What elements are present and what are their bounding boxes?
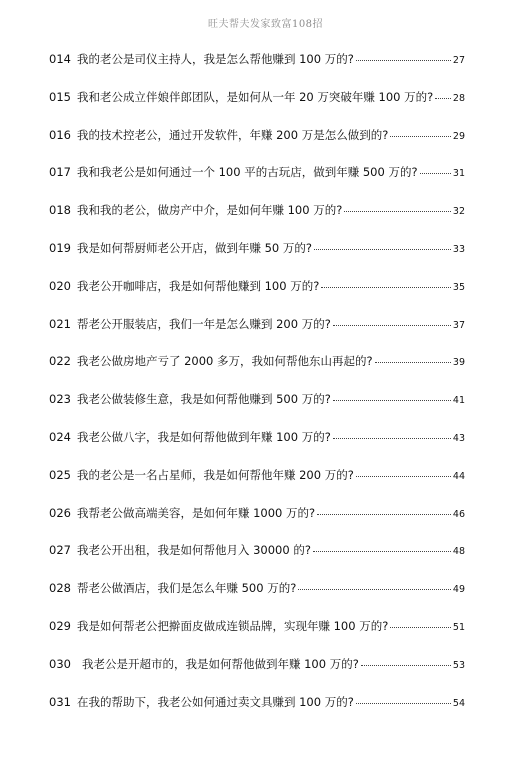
toc-entry[interactable] — [49, 467, 465, 505]
dot-leader — [435, 97, 451, 99]
toc-entry[interactable] — [49, 656, 465, 694]
entry-title: 我帮老公做高端美容，是如何年赚 1000 万的? — [76, 505, 316, 520]
entry-title: 帮老公做酒店，我们是怎么年赚 500 万的? — [76, 581, 297, 596]
entry-page-number: 37 — [452, 319, 465, 331]
entry-number: 018 — [49, 203, 71, 218]
entry-page-number: 54 — [452, 697, 465, 709]
entry-title: 我老公是开超市的，我是如何帮他做到年赚 100 万的? — [81, 656, 359, 671]
entry-title: 我老公开出租，我是如何帮他月入 30000 的? — [76, 543, 311, 558]
entry-page-number: 44 — [452, 470, 465, 482]
toc-entry[interactable] — [49, 618, 465, 656]
entry-page-number: 27 — [452, 55, 465, 66]
entry-page-number: 51 — [452, 621, 465, 633]
entry-page-number: 39 — [452, 357, 465, 369]
entry-title: 我和老公成立伴娘伴郎团队，是如何从一年 20 万突破年赚 100 万的? — [76, 89, 434, 104]
toc-entry[interactable] — [49, 89, 465, 127]
toc-entry[interactable] — [49, 240, 465, 278]
entry-page-number: 46 — [452, 508, 465, 520]
entry-page-number: 43 — [452, 432, 465, 444]
entry-page-number: 28 — [452, 92, 465, 104]
entry-number: 019 — [49, 240, 71, 255]
entry-number: 029 — [49, 618, 71, 633]
toc-entry[interactable] — [49, 391, 465, 429]
entry-title: 我是如何帮厨师老公开店，做到年赚 50 万的? — [76, 240, 312, 255]
toc-entry[interactable] — [49, 542, 465, 580]
entry-number: 026 — [49, 505, 71, 520]
entry-title: 我是如何帮老公把擀面皮做成连锁品牌，实现年赚 100 万的? — [76, 618, 389, 633]
entry-number: 027 — [49, 543, 71, 558]
entry-number: 030 — [49, 656, 71, 671]
entry-page-number: 48 — [452, 546, 465, 558]
entry-page-number: 29 — [452, 130, 465, 142]
toc-entry[interactable] — [49, 164, 465, 202]
entry-title: 我的技术控老公，通过开发软件，年赚 200 万是怎么做到的? — [76, 127, 389, 142]
entry-number: 023 — [49, 392, 71, 407]
entry-page-number: 32 — [452, 206, 465, 218]
toc-entry[interactable] — [49, 127, 465, 165]
entry-page-number: 33 — [452, 243, 465, 255]
dot-leader — [333, 399, 451, 401]
toc-entry[interactable] — [49, 505, 465, 543]
entry-title: 我老公开咖啡店，我是如何帮他赚到 100 万的? — [76, 278, 320, 293]
dot-leader — [361, 664, 451, 666]
dot-leader — [390, 135, 451, 137]
toc-entry[interactable] — [49, 316, 465, 354]
dot-leader — [356, 59, 451, 61]
entry-page-number: 49 — [452, 584, 465, 596]
dot-leader — [375, 361, 451, 363]
table-of-contents — [49, 51, 465, 731]
dot-leader — [390, 626, 451, 628]
toc-entry[interactable] — [49, 694, 465, 732]
toc-entry[interactable] — [49, 429, 465, 467]
entry-title: 在我的帮助下，我老公如何通过卖文具赚到 100 万的? — [76, 694, 354, 709]
entry-title: 我老公做八字，我是如何帮他做到年赚 100 万的? — [76, 429, 331, 444]
dot-leader — [420, 172, 451, 174]
entry-number: 025 — [49, 467, 71, 482]
dot-leader — [333, 324, 451, 326]
entry-title: 我和我的老公，做房产中介，是如何年赚 100 万的? — [76, 203, 343, 218]
page-header: 旺夫帮夫发家致富108招 — [207, 19, 324, 30]
toc-entry[interactable] — [49, 353, 465, 391]
entry-title: 我和我老公是如何通过一个 100 平的古玩店，做到年赚 500 万的? — [76, 165, 418, 180]
toc-entry[interactable] — [49, 51, 465, 89]
entry-page-number: 41 — [452, 395, 465, 407]
entry-title: 我老公做房地产亏了 2000 多万，我如何帮他东山再起的? — [76, 354, 373, 369]
dot-leader — [314, 248, 451, 250]
dot-leader — [298, 588, 451, 590]
entry-title: 我老公做装修生意，我是如何帮他赚到 500 万的? — [76, 392, 331, 407]
entry-title: 我的老公是一名占星师，我是如何帮他年赚 200 万的? — [76, 467, 354, 482]
toc-entry[interactable] — [49, 580, 465, 618]
entry-number: 016 — [49, 127, 71, 142]
entry-number: 015 — [49, 89, 71, 104]
dot-leader — [317, 513, 451, 515]
dot-leader — [356, 702, 451, 704]
entry-number: 017 — [49, 165, 71, 180]
entry-title: 帮老公开服装店，我们一年是怎么赚到 200 万的? — [76, 316, 331, 331]
entry-number: 021 — [49, 316, 71, 331]
toc-entry[interactable] — [49, 202, 465, 240]
toc-entry[interactable] — [49, 278, 465, 316]
dot-leader — [321, 286, 451, 288]
entry-number: 014 — [49, 52, 71, 66]
dot-leader — [333, 437, 451, 439]
entry-page-number: 53 — [452, 659, 465, 671]
entry-page-number: 35 — [452, 281, 465, 293]
entry-number: 020 — [49, 278, 71, 293]
entry-number: 024 — [49, 429, 71, 444]
entry-number: 028 — [49, 581, 71, 596]
entry-number: 022 — [49, 354, 71, 369]
entry-page-number: 31 — [452, 168, 465, 180]
entry-number: 031 — [49, 694, 71, 709]
dot-leader — [313, 550, 451, 552]
entry-title: 我的老公是司仪主持人，我是怎么帮他赚到 100 万的? — [76, 52, 354, 66]
dot-leader — [356, 475, 451, 477]
dot-leader — [344, 210, 451, 212]
